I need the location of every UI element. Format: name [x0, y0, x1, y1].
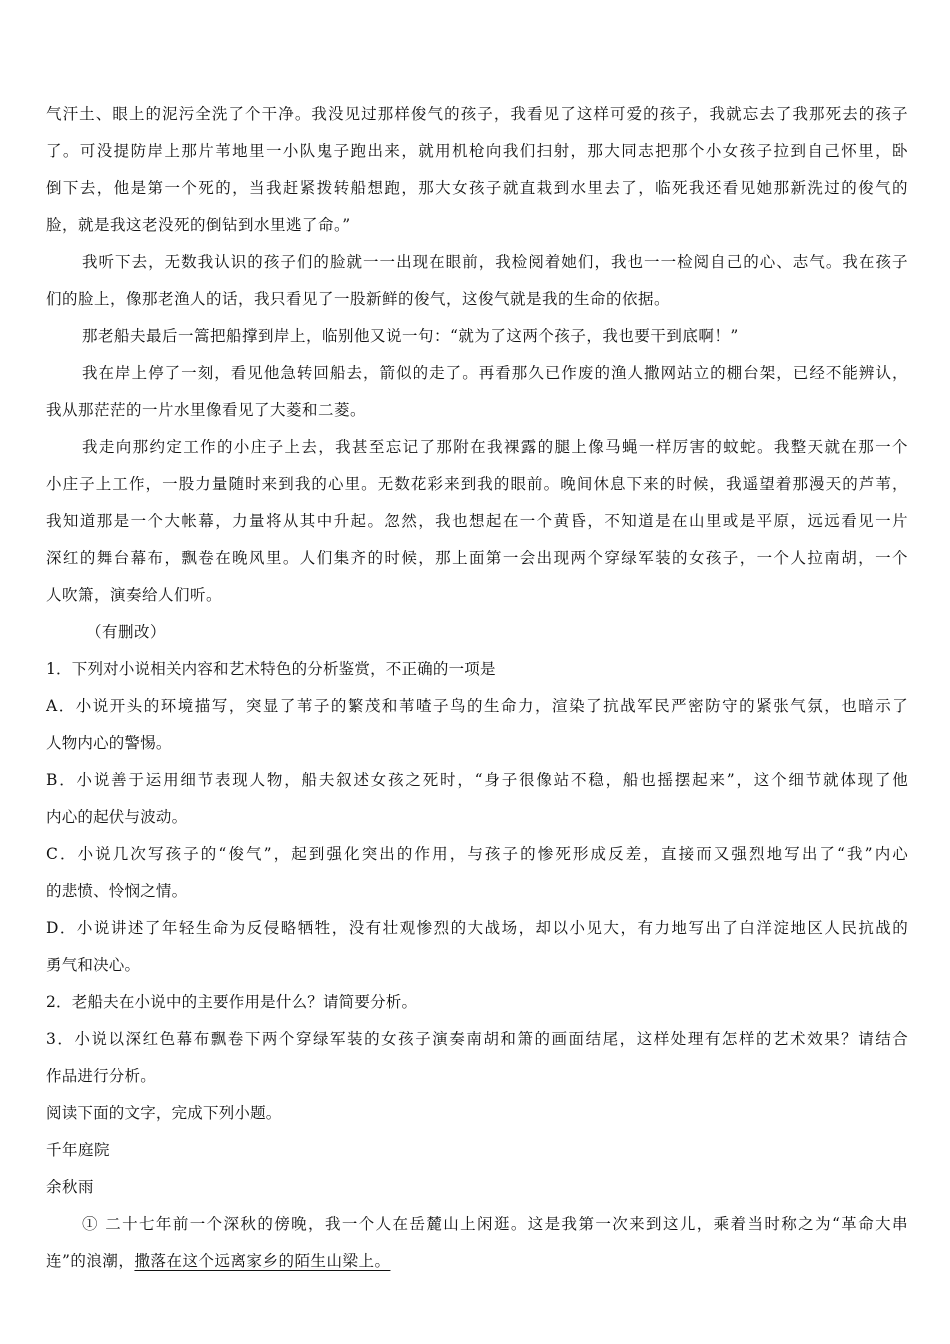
- underlined-sentence: 撒落在这个远离家乡的陌生山梁上。: [134, 1252, 391, 1270]
- document-page: [46, 96, 908, 1280]
- question-3-cont: 作品进行分析。: [46, 1067, 156, 1085]
- article-author: 余秋雨: [46, 1178, 95, 1196]
- option-c: C．小说几次写孩子的“俊气”，起到强化突出的作用，与孩子的惨死形成反差，直接而又强烈地写出了“我”内心: [46, 845, 908, 863]
- option-b-cont: 内心的起伏与波动。: [46, 808, 188, 826]
- option-d-cont: 勇气和决心。: [46, 956, 141, 974]
- question-2: 2．老船夫在小说中的主要作用是什么？请简要分析。: [46, 993, 418, 1011]
- text-line: [46, 1243, 908, 1280]
- revision-note: （有删改）: [86, 623, 167, 641]
- text-line: 小庄子上工作，一股力量随时来到我的心里。无数花彩来到我的眼前。晚间休息下来的时候，我遥望着那漫天的芦苇，: [46, 475, 908, 493]
- text-line: 们的脸上，像那老渔人的话，我只看见了一股新鲜的俊气，这俊气就是我的生命的依据。: [46, 290, 671, 308]
- text-line: 我从那茫茫的一片水里像看见了大菱和二菱。: [46, 401, 367, 419]
- text-line: 我知道那是一个大帐幕，力量将从其中升起。忽然，我也想起在一个黄昏，不知道是在山里或是平原，远远看见一片: [46, 512, 908, 530]
- text-line: 了。可没提防岸上那片苇地里一小队鬼子跑出来，就用机枪向我们扫射，那大同志把那个小女孩子拉到自己怀里，卧: [46, 142, 908, 160]
- question-3: 3．小说以深红色幕布飘卷下两个穿绿军装的女孩子演奏南胡和箫的画面结尾，这样处理有怎样的艺术效果？请结合: [46, 1030, 908, 1048]
- text-line: 我在岸上停了一刻，看见他急转回船去，箭似的走了。再看那久已作废的渔人撒网站立的棚台架，已经不能辨认，: [82, 364, 908, 382]
- text-line: 我听下去，无数我认识的孩子们的脸就一一出现在眼前，我检阅着她们，我也一一检阅自己的心、志气。我在孩子: [82, 253, 908, 271]
- option-c-cont: 的悲愤、怜悯之情。: [46, 882, 188, 900]
- option-b: B．小说善于运用细节表现人物，船夫叙述女孩之死时，“身子很像站不稳，船也摇摆起来”，这个细节就体现了他: [46, 771, 908, 789]
- text-line: 那老船夫最后一篙把船撑到岸上，临别他又说一句：“就为了这两个孩子，我也要干到底啊！”: [82, 327, 739, 345]
- article-title: 千年庭院: [46, 1141, 111, 1159]
- text-line: ① 二十七年前一个深秋的傍晚，我一个人在岳麓山上闲逛。这是我第一次来到这儿，乘着当时称之为“革命大串: [82, 1215, 908, 1233]
- question-1-stem: 1．下列对小说相关内容和艺术特色的分析鉴赏，不正确的一项是: [46, 660, 496, 678]
- text-line: 脸，就是我这老没死的倒钻到水里逃了命。”: [46, 216, 351, 234]
- text-plain: 连”的浪潮，: [46, 1252, 135, 1270]
- option-a-cont: 人物内心的警惕。: [46, 734, 172, 752]
- text-line: 气汗土、眼上的泥污全洗了个干净。我没见过那样俊气的孩子，我看见了这样可爱的孩子，我就忘去了我那死去的孩子: [46, 105, 908, 123]
- reading-instruction: 阅读下面的文字，完成下列小题。: [46, 1104, 282, 1122]
- text-line: 我走向那约定工作的小庄子上去，我甚至忘记了那附在我裸露的腿上像马蝇一样厉害的蚊蛇。我整天就在那一个: [82, 438, 908, 456]
- text-line: 倒下去，他是第一个死的，当我赶紧拨转船想跑，那大女孩子就直栽到水里去了，临死我还看见她那新洗过的俊气的: [46, 179, 908, 197]
- option-d: D．小说讲述了年轻生命为反侵略牺牲，没有壮观惨烈的大战场，却以小见大，有力地写出了白洋淀地区人民抗战的: [46, 919, 908, 937]
- option-a: A．小说开头的环境描写，突显了苇子的繁茂和苇喳子鸟的生命力，渲染了抗战军民严密防守的紧张气氛，也暗示了: [46, 697, 908, 715]
- text-line: 人吹箫，演奏给人们听。: [46, 586, 223, 604]
- text-line: 深红的舞台幕布，飘卷在晚风里。人们集齐的时候，那上面第一会出现两个穿绿军装的女孩子，一个人拉南胡，一个: [46, 549, 908, 567]
